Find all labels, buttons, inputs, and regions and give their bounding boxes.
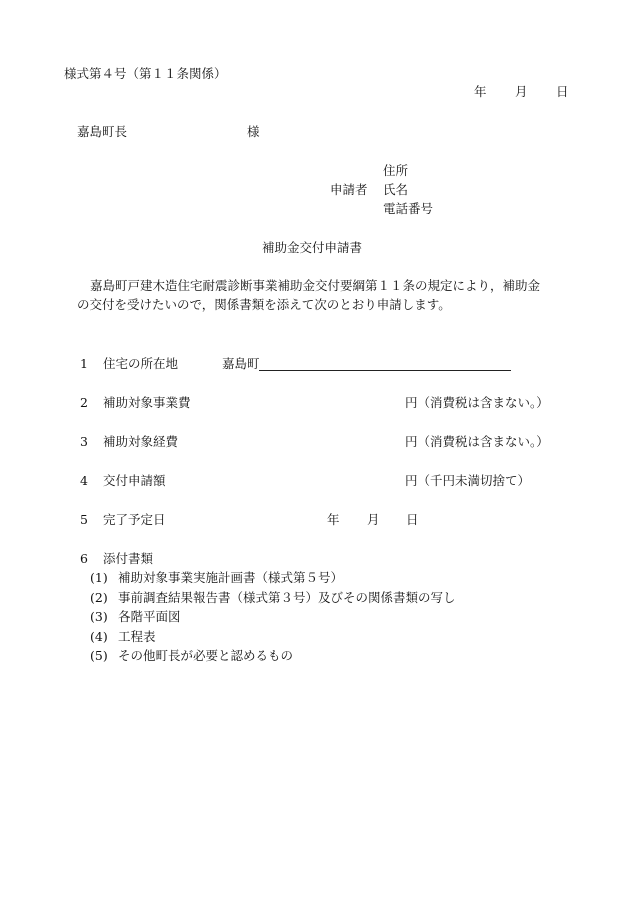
item-2-label: 補助対象事業費 — [103, 395, 191, 410]
item-5-number: 5 — [80, 512, 88, 527]
item-4-label: 交付申請額 — [103, 473, 166, 488]
intro-line-2: の交付を受けたいので，関係書類を添えて次のとおり申請します。 — [77, 297, 451, 312]
attachment-number: (2) — [90, 590, 108, 605]
item-3-suffix: 円（消費税は含まない。） — [405, 434, 549, 449]
attachment-text: 工程表 — [118, 629, 156, 644]
form-number: 様式第４号（第１１条関係） — [64, 66, 227, 81]
addressee-honorific: 様 — [247, 124, 260, 139]
attachment-text: その他町長が必要と認めるもの — [118, 648, 294, 663]
item-2-suffix: 円（消費税は含まない。） — [405, 395, 549, 410]
completion-year-label: 年 — [327, 512, 340, 527]
item-4-suffix: 円（千円未満切捨て） — [405, 473, 531, 488]
phone-label: 電話番号 — [383, 201, 434, 216]
name-label: 氏名 — [383, 182, 409, 197]
attachment-text: 補助対象事業実施計画書（様式第５号） — [118, 570, 344, 585]
date-year-label: 年 — [474, 84, 487, 99]
location-prefix: 嘉島町 — [222, 356, 260, 371]
item-3-label: 補助対象経費 — [103, 434, 179, 449]
date-month-label: 月 — [515, 84, 528, 99]
date-day-label: 日 — [556, 84, 569, 99]
item-4-number: 4 — [80, 473, 88, 488]
attachment-text: 事前調査結果報告書（様式第３号）及びその関係書類の写し — [118, 590, 456, 605]
addressee-name: 嘉島町長 — [77, 124, 128, 139]
item-2-number: 2 — [80, 395, 88, 410]
address-label: 住所 — [383, 163, 409, 178]
item-6-number: 6 — [80, 551, 88, 566]
attachment-text: 各階平面図 — [118, 609, 181, 624]
document-title: 補助金交付申請書 — [262, 240, 363, 255]
item-5-label: 完了予定日 — [103, 512, 166, 527]
location-underline — [259, 370, 511, 371]
attachment-number: (3) — [90, 609, 108, 624]
item-1-number: 1 — [80, 356, 88, 371]
intro-line-1: 嘉島町戸建木造住宅耐震診断事業補助金交付要綱第１１条の規定により，補助金 — [90, 278, 541, 293]
applicant-label: 申請者 — [330, 182, 368, 197]
item-1-label: 住宅の所在地 — [103, 356, 179, 371]
completion-month-label: 月 — [367, 512, 380, 527]
attachment-number: (1) — [90, 570, 108, 585]
attachment-number: (5) — [90, 648, 108, 663]
item-6-label: 添付書類 — [103, 551, 154, 566]
completion-day-label: 日 — [406, 512, 419, 527]
attachment-number: (4) — [90, 629, 108, 644]
item-3-number: 3 — [80, 434, 88, 449]
